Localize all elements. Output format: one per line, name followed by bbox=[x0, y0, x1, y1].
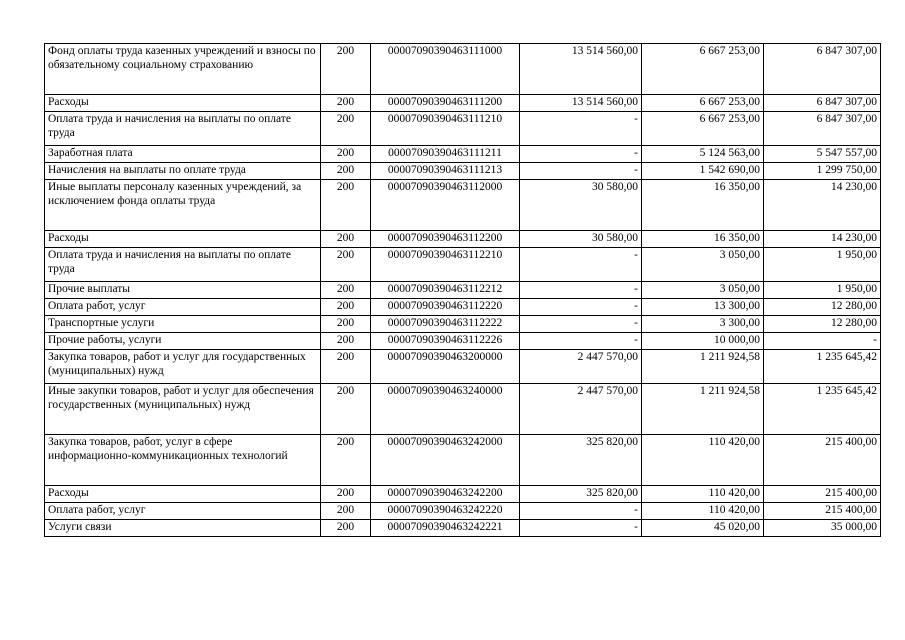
row-kbk: 00007090390463240000 bbox=[371, 384, 520, 435]
table-row bbox=[45, 112, 881, 146]
row-amount-3: 215 400,00 bbox=[764, 486, 881, 503]
table-row bbox=[45, 282, 881, 299]
row-amount-3: 35 000,00 bbox=[764, 520, 881, 537]
row-name: Иные выплаты персоналу казенных учреждений, за исключением фонда оплаты труда bbox=[45, 180, 321, 231]
row-name: Оплата работ, услуг bbox=[45, 503, 321, 520]
row-amount-3: 215 400,00 bbox=[764, 503, 881, 520]
row-kbk: 00007090390463111000 bbox=[371, 44, 520, 95]
row-name: Прочие работы, услуги bbox=[45, 333, 321, 350]
row-kbk: 00007090390463242220 bbox=[371, 503, 520, 520]
row-amount-3: 12 280,00 bbox=[764, 299, 881, 316]
row-amount-2: 13 300,00 bbox=[642, 299, 764, 316]
row-code: 200 bbox=[321, 282, 371, 299]
row-amount-1: - bbox=[520, 333, 642, 350]
row-kbk: 00007090390463111210 bbox=[371, 112, 520, 146]
row-amount-2: 3 050,00 bbox=[642, 248, 764, 282]
row-amount-2: 16 350,00 bbox=[642, 180, 764, 231]
row-amount-3: 6 847 307,00 bbox=[764, 95, 881, 112]
table-row bbox=[45, 231, 881, 248]
row-amount-1: - bbox=[520, 503, 642, 520]
row-amount-3: 1 235 645,42 bbox=[764, 384, 881, 435]
table-row bbox=[45, 333, 881, 350]
row-kbk: 00007090390463112210 bbox=[371, 248, 520, 282]
row-amount-2: 10 000,00 bbox=[642, 333, 764, 350]
row-code: 200 bbox=[321, 163, 371, 180]
row-name: Прочие выплаты bbox=[45, 282, 321, 299]
row-amount-3: 215 400,00 bbox=[764, 435, 881, 486]
table-row bbox=[45, 248, 881, 282]
row-amount-2: 6 667 253,00 bbox=[642, 95, 764, 112]
row-code: 200 bbox=[321, 180, 371, 231]
table-row bbox=[45, 486, 881, 503]
row-code: 200 bbox=[321, 299, 371, 316]
row-kbk: 00007090390463112212 bbox=[371, 282, 520, 299]
row-amount-1: 30 580,00 bbox=[520, 231, 642, 248]
row-amount-2: 110 420,00 bbox=[642, 486, 764, 503]
table-row bbox=[45, 146, 881, 163]
row-amount-2: 3 050,00 bbox=[642, 282, 764, 299]
row-amount-3: 1 299 750,00 bbox=[764, 163, 881, 180]
row-amount-1: 30 580,00 bbox=[520, 180, 642, 231]
row-code: 200 bbox=[321, 520, 371, 537]
row-amount-3: 5 547 557,00 bbox=[764, 146, 881, 163]
row-code: 200 bbox=[321, 333, 371, 350]
row-amount-1: 13 514 560,00 bbox=[520, 44, 642, 95]
table-row bbox=[45, 95, 881, 112]
table-row bbox=[45, 384, 881, 435]
row-name: Транспортные услуги bbox=[45, 316, 321, 333]
row-kbk: 00007090390463112200 bbox=[371, 231, 520, 248]
row-amount-1: 325 820,00 bbox=[520, 435, 642, 486]
row-code: 200 bbox=[321, 435, 371, 486]
row-name: Закупка товаров, работ, услуг в сфере информационно-коммуникационных технологий bbox=[45, 435, 321, 486]
row-amount-3: 14 230,00 bbox=[764, 231, 881, 248]
row-amount-1: 2 447 570,00 bbox=[520, 384, 642, 435]
row-amount-1: 2 447 570,00 bbox=[520, 350, 642, 384]
row-kbk: 00007090390463242221 bbox=[371, 520, 520, 537]
row-amount-1: - bbox=[520, 299, 642, 316]
row-amount-1: - bbox=[520, 112, 642, 146]
row-amount-3: 14 230,00 bbox=[764, 180, 881, 231]
row-code: 200 bbox=[321, 112, 371, 146]
row-code: 200 bbox=[321, 44, 371, 95]
row-code: 200 bbox=[321, 231, 371, 248]
row-name: Услуги связи bbox=[45, 520, 321, 537]
table-row bbox=[45, 503, 881, 520]
row-amount-3: - bbox=[764, 333, 881, 350]
row-amount-2: 110 420,00 bbox=[642, 435, 764, 486]
row-amount-3: 1 950,00 bbox=[764, 248, 881, 282]
row-code: 200 bbox=[321, 384, 371, 435]
row-amount-2: 1 211 924,58 bbox=[642, 384, 764, 435]
table-row bbox=[45, 180, 881, 231]
row-code: 200 bbox=[321, 350, 371, 384]
row-amount-3: 6 847 307,00 bbox=[764, 112, 881, 146]
row-amount-1: - bbox=[520, 282, 642, 299]
row-amount-2: 6 667 253,00 bbox=[642, 112, 764, 146]
row-amount-1: - bbox=[520, 520, 642, 537]
row-amount-2: 45 020,00 bbox=[642, 520, 764, 537]
row-name: Закупка товаров, работ и услуг для государственных (муниципальных) нужд bbox=[45, 350, 321, 384]
row-amount-2: 110 420,00 bbox=[642, 503, 764, 520]
row-kbk: 00007090390463112226 bbox=[371, 333, 520, 350]
budget-table bbox=[44, 43, 881, 537]
table-row bbox=[45, 44, 881, 95]
row-code: 200 bbox=[321, 486, 371, 503]
row-amount-1: 13 514 560,00 bbox=[520, 95, 642, 112]
row-name: Иные закупки товаров, работ и услуг для обеспечения государственных (муниципальных) нужд bbox=[45, 384, 321, 435]
row-amount-2: 3 300,00 bbox=[642, 316, 764, 333]
row-name: Заработная плата bbox=[45, 146, 321, 163]
table-row bbox=[45, 299, 881, 316]
budget-table-body bbox=[45, 44, 881, 537]
row-amount-3: 12 280,00 bbox=[764, 316, 881, 333]
row-amount-2: 16 350,00 bbox=[642, 231, 764, 248]
row-kbk: 00007090390463111213 bbox=[371, 163, 520, 180]
row-kbk: 00007090390463111200 bbox=[371, 95, 520, 112]
row-name: Оплата труда и начисления на выплаты по оплате труда bbox=[45, 112, 321, 146]
row-amount-2: 1 211 924,58 bbox=[642, 350, 764, 384]
row-amount-1: - bbox=[520, 248, 642, 282]
row-name: Расходы bbox=[45, 486, 321, 503]
row-amount-1: 325 820,00 bbox=[520, 486, 642, 503]
table-row bbox=[45, 316, 881, 333]
row-amount-3: 1 950,00 bbox=[764, 282, 881, 299]
row-amount-2: 1 542 690,00 bbox=[642, 163, 764, 180]
row-name: Оплата труда и начисления на выплаты по оплате труда bbox=[45, 248, 321, 282]
row-amount-1: - bbox=[520, 146, 642, 163]
row-amount-1: - bbox=[520, 163, 642, 180]
row-code: 200 bbox=[321, 146, 371, 163]
row-code: 200 bbox=[321, 248, 371, 282]
row-amount-3: 6 847 307,00 bbox=[764, 44, 881, 95]
row-kbk: 00007090390463111211 bbox=[371, 146, 520, 163]
row-kbk: 00007090390463112222 bbox=[371, 316, 520, 333]
row-name: Расходы bbox=[45, 95, 321, 112]
row-code: 200 bbox=[321, 95, 371, 112]
row-amount-3: 1 235 645,42 bbox=[764, 350, 881, 384]
row-kbk: 00007090390463112220 bbox=[371, 299, 520, 316]
row-kbk: 00007090390463200000 bbox=[371, 350, 520, 384]
row-name: Оплата работ, услуг bbox=[45, 299, 321, 316]
row-name: Фонд оплаты труда казенных учреждений и взносы по обязательному социальному страхованию bbox=[45, 44, 321, 95]
row-kbk: 00007090390463112000 bbox=[371, 180, 520, 231]
row-code: 200 bbox=[321, 503, 371, 520]
table-row bbox=[45, 435, 881, 486]
table-row bbox=[45, 163, 881, 180]
row-amount-2: 5 124 563,00 bbox=[642, 146, 764, 163]
row-name: Расходы bbox=[45, 231, 321, 248]
table-row bbox=[45, 350, 881, 384]
table-row bbox=[45, 520, 881, 537]
row-code: 200 bbox=[321, 316, 371, 333]
row-kbk: 00007090390463242200 bbox=[371, 486, 520, 503]
row-amount-1: - bbox=[520, 316, 642, 333]
row-kbk: 00007090390463242000 bbox=[371, 435, 520, 486]
row-name: Начисления на выплаты по оплате труда bbox=[45, 163, 321, 180]
row-amount-2: 6 667 253,00 bbox=[642, 44, 764, 95]
